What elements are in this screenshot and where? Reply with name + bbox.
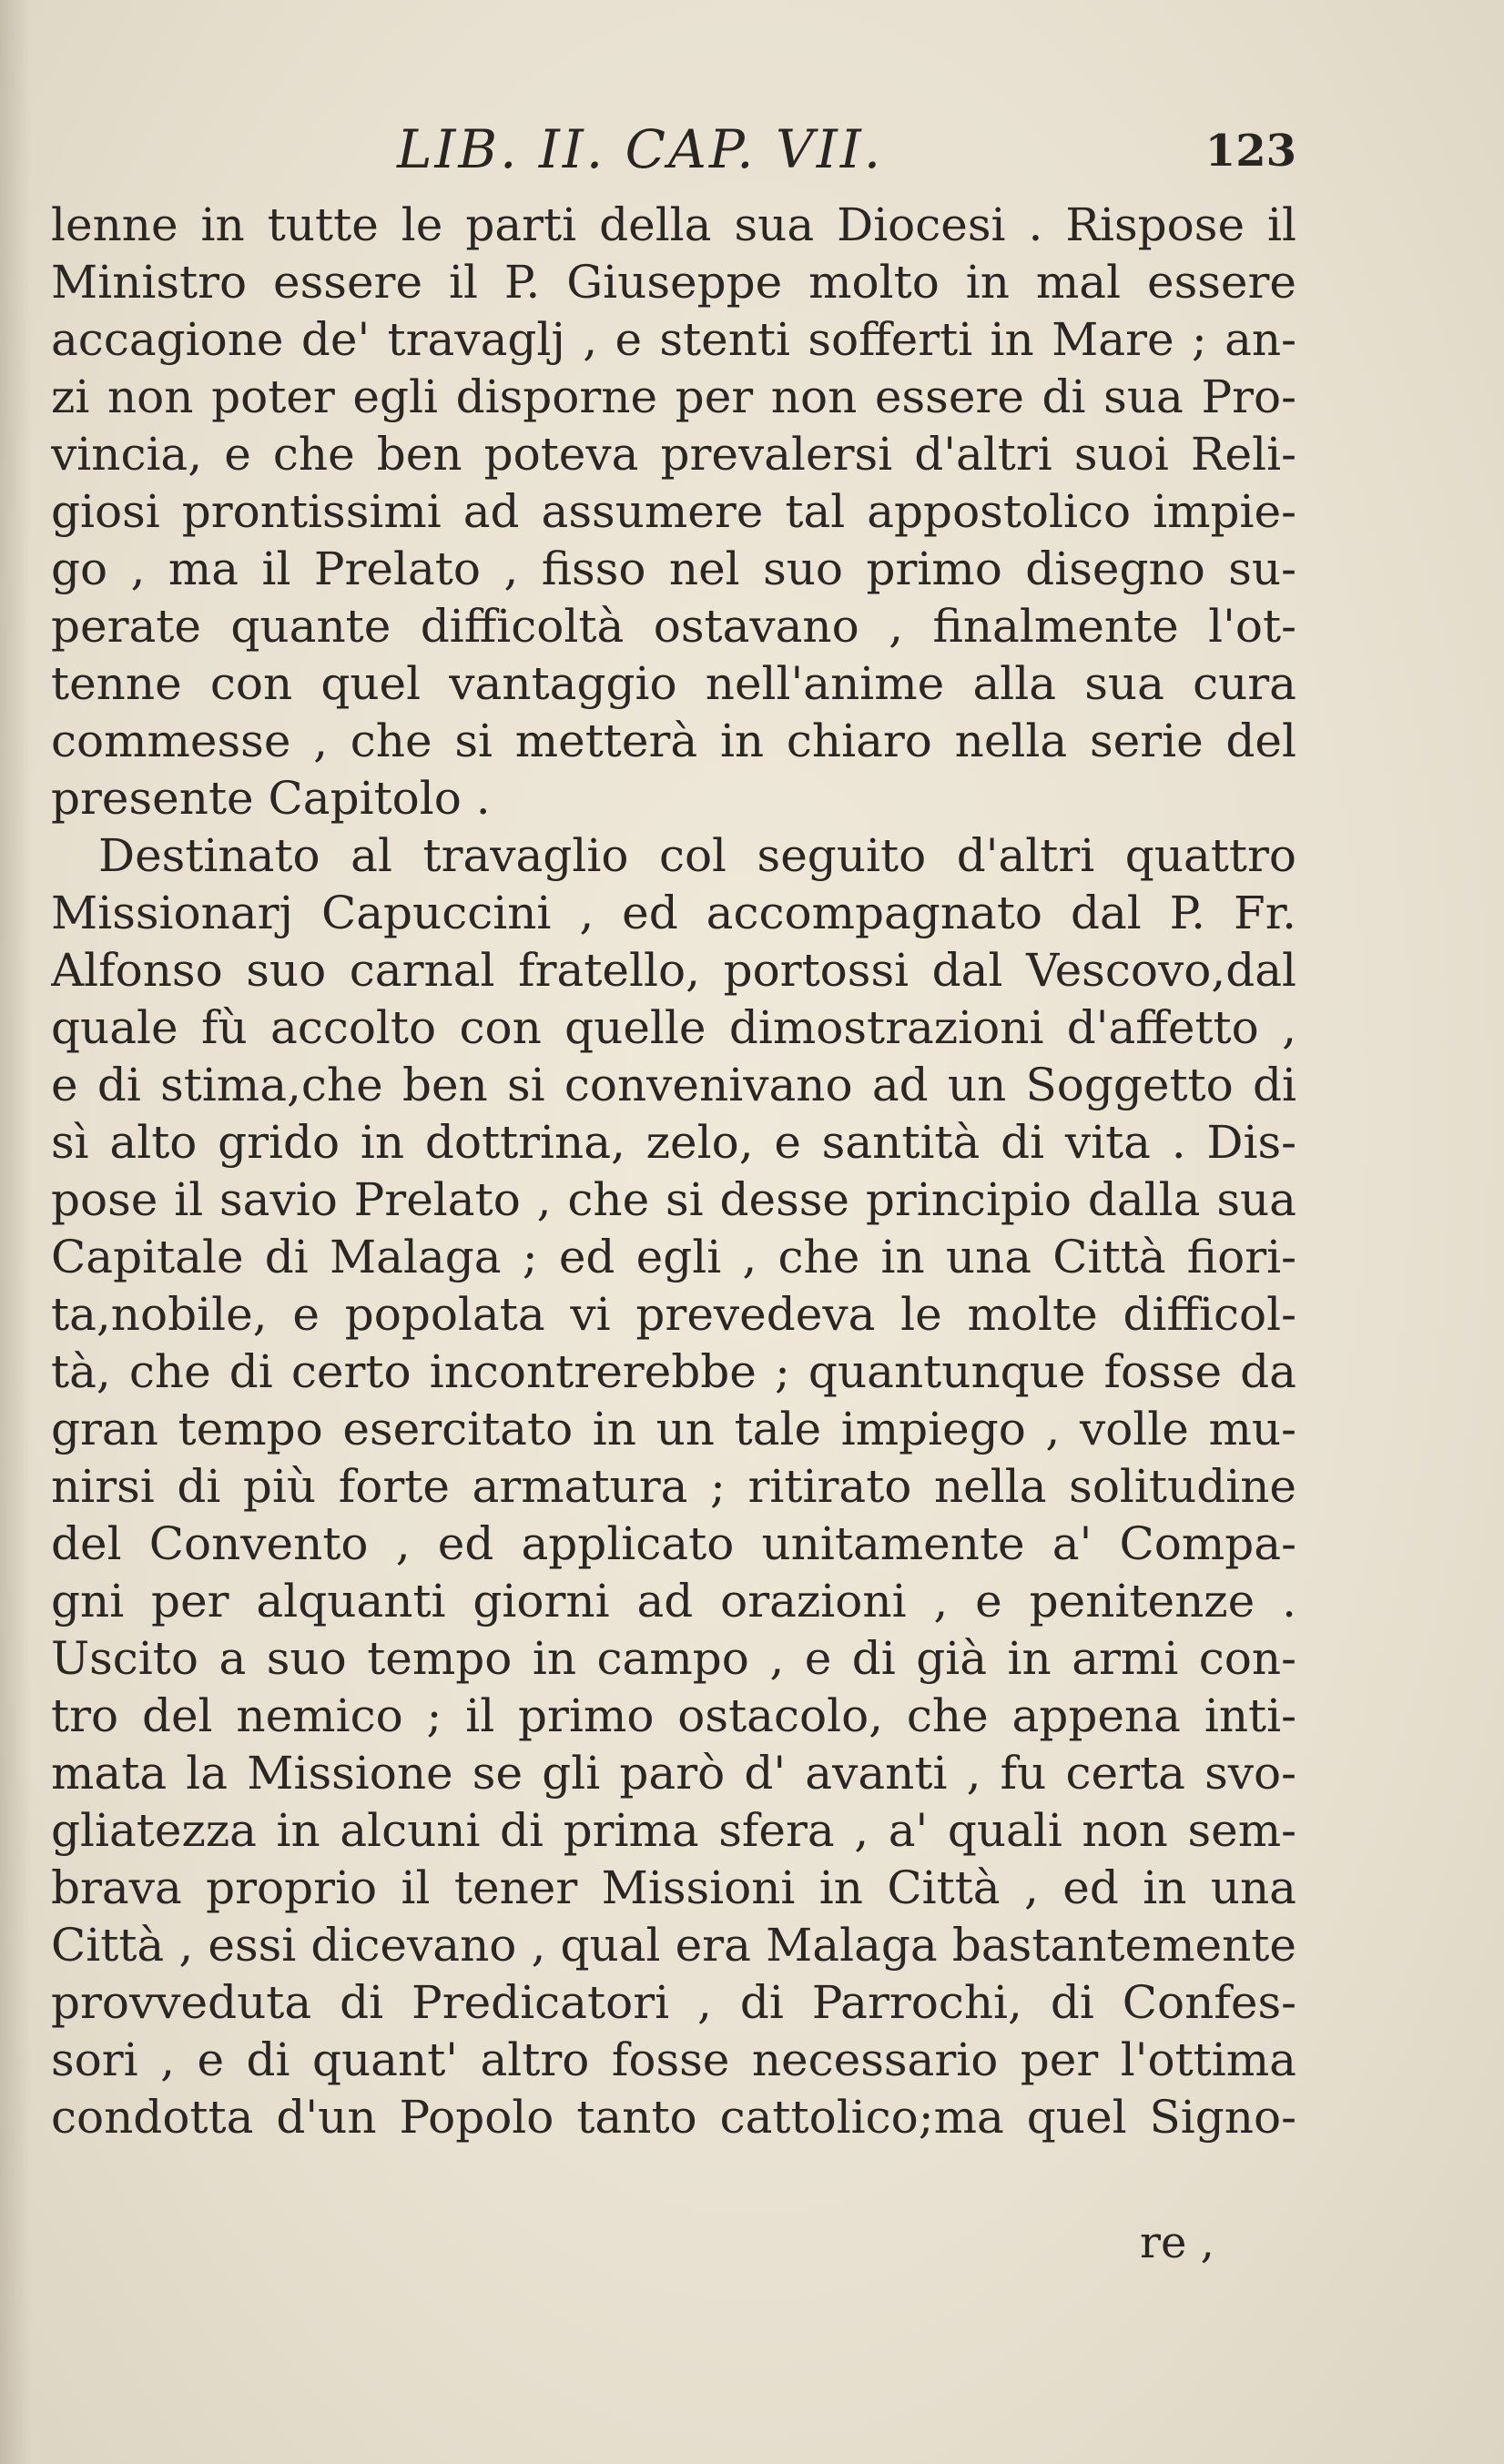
text-line: perate quante difficoltà ostavano , finalmente l'ot- xyxy=(51,600,1296,653)
text-line: accagione de' travaglj , e stenti sofferti in Mare ; an- xyxy=(51,313,1296,366)
text-line: tro del nemico ; il primo ostacolo, che appena inti- xyxy=(51,1689,1296,1742)
text-line: commesse , che si metterà in chiaro nella serie del xyxy=(51,715,1296,767)
text-line: nirsi di più forte armatura ; ritirato nella solitudine xyxy=(51,1460,1296,1513)
text-line: Capitale di Malaga ; ed egli , che in una Città fiori- xyxy=(51,1231,1296,1283)
text-line: giosi prontissimi ad assumere tal appostolico impie- xyxy=(51,485,1296,538)
text-line: pose il savio Prelato , che si desse principio dalla sua xyxy=(51,1173,1296,1226)
text-line: condotta d'un Popolo tanto cattolico;ma quel Signo- xyxy=(51,2091,1296,2144)
text-line: brava proprio il tener Missioni in Città , ed in una xyxy=(51,1861,1296,1914)
text-line: quale fù accolto con quelle dimostrazioni d'affetto , xyxy=(51,1001,1296,1054)
text-line: gliatezza in alcuni di prima sfera , a' quali non sem- xyxy=(51,1804,1296,1857)
text-line: tenne con quel vantaggio nell'anime alla sua cura xyxy=(51,657,1296,710)
page-number: 123 xyxy=(1204,126,1296,177)
text-line: Destinato al travaglio col seguito d'altri quattro xyxy=(98,829,1296,882)
text-line: Uscito a suo tempo in campo , e di già in armi con- xyxy=(51,1632,1296,1685)
text-line: gni per alquanti giorni ad orazioni , e penitenze . xyxy=(51,1575,1296,1627)
text-line: presente Capitolo . xyxy=(51,772,491,825)
text-line: e di stima,che ben si convenivano ad un Soggetto di xyxy=(51,1059,1296,1111)
body-text xyxy=(51,197,1296,2146)
running-head: LIB. II. CAP. VII. xyxy=(397,118,884,180)
text-line: sori , e di quant' altro fosse necessario per l'ottima xyxy=(51,2033,1296,2086)
spine-shadow xyxy=(0,0,31,2464)
text-line: lenne in tutte le parti della sua Diocesi . Rispose il xyxy=(51,198,1296,251)
text-line: mata la Missione se gli parò d' avanti , fu certa svo- xyxy=(51,1747,1296,1800)
text-line: Città , essi dicevano , qual era Malaga bastantemente xyxy=(51,1919,1296,1972)
text-line: gran tempo esercitato in un tale impiego , volle mu- xyxy=(51,1403,1296,1455)
text-line: provveduta di Predicatori , di Parrochi, di Confes- xyxy=(51,1976,1296,2029)
text-line: Missionarj Capuccini , ed accompagnato dal P. Fr. xyxy=(51,887,1296,939)
text-line: sì alto grido in dottrina, zelo, e santità di vita . Dis- xyxy=(51,1116,1296,1169)
catchword: re , xyxy=(1140,2217,1214,2268)
text-line: go , ma il Prelato , fisso nel suo primo disegno su- xyxy=(51,542,1296,595)
text-line: tà, che di certo incontrerebbe ; quantunque fosse da xyxy=(51,1345,1296,1398)
text-line: Ministro essere il P. Giuseppe molto in mal essere xyxy=(51,256,1296,309)
page-header xyxy=(51,118,1296,191)
text-line: del Convento , ed applicato unitamente a' Compa- xyxy=(51,1517,1296,1570)
text-line: zi non poter egli disporne per non essere di sua Pro- xyxy=(51,370,1296,423)
text-line: ta,nobile, e popolata vi prevedeva le molte difficol- xyxy=(51,1288,1296,1341)
text-line: Alfonso suo carnal fratello, portossi dal Vescovo,dal xyxy=(51,944,1296,997)
text-line: vincia, e che ben poteva prevalersi d'altri suoi Reli- xyxy=(51,428,1296,481)
